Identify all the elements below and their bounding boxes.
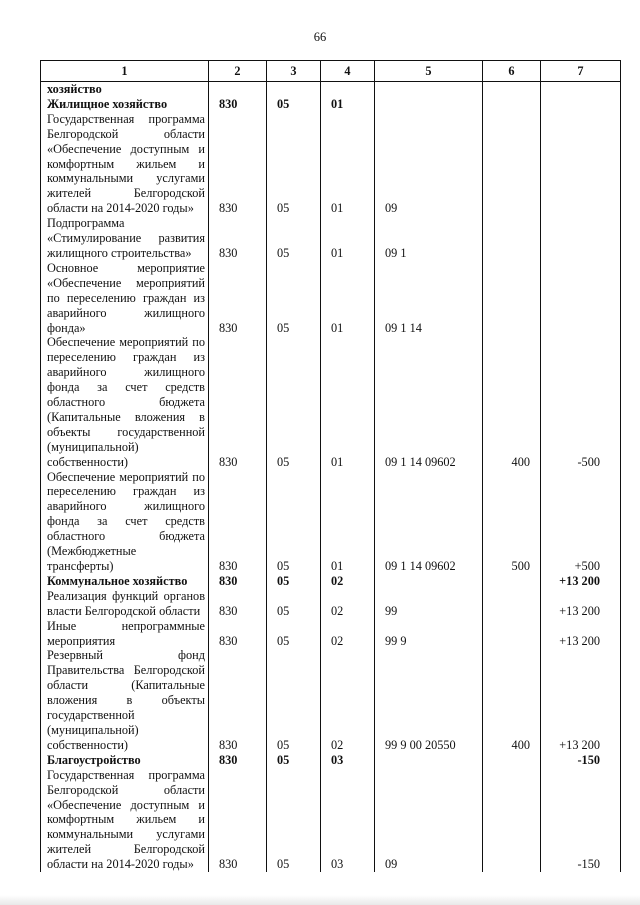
cell-admin-code: 830 [209,216,267,261]
cell-name: Подпрограмма «Стимулирование развития жилищного строительства» [41,216,209,261]
header-col-2: 2 [209,61,267,82]
table-row [41,753,621,768]
cell-section: 05 [267,753,321,768]
cell-section: 05 [267,216,321,261]
cell-target-article: 99 [375,589,483,619]
cell-amount [541,112,621,216]
header-col-4: 4 [321,61,375,82]
header-col-6: 6 [483,61,541,82]
cell-admin-code: 830 [209,112,267,216]
table-row [41,470,621,574]
cell-name: хозяйство [41,82,209,97]
cell-amount [541,97,621,112]
cell-admin-code: 830 [209,753,267,768]
cell-admin-code: 830 [209,470,267,574]
cell-target-article [375,82,483,97]
table-row [41,261,621,336]
cell-name: Государственная программа Белгородской области «Обеспечение доступным и комфортным жильем и коммунальными услугами жителей Белгородской области на 2014-2020 годы» [41,768,209,872]
cell-target-article [375,97,483,112]
cell-section [267,82,321,97]
cell-admin-code: 830 [209,97,267,112]
cell-name: Жилищное хозяйство [41,97,209,112]
cell-amount: -500 [541,335,621,469]
table-row [41,648,621,752]
table-body [41,82,621,873]
cell-section: 05 [267,470,321,574]
cell-name: Коммунальное хозяйство [41,574,209,589]
cell-name: Основное мероприятие «Обеспечение мероприятий по переселению граждан из аварийного жилищного фонда» [41,261,209,336]
table-row [41,589,621,619]
cell-subsection: 02 [321,619,375,649]
cell-section: 05 [267,589,321,619]
cell-target-article [375,574,483,589]
cell-subsection: 01 [321,112,375,216]
cell-expense-type [483,82,541,97]
cell-section: 05 [267,261,321,336]
cell-name: Обеспечение мероприятий по переселению граждан из аварийного жилищного фонда за счет средств областного бюджета (Межбюджетные трансферты) [41,470,209,574]
cell-subsection: 01 [321,335,375,469]
cell-amount: -150 [541,753,621,768]
cell-admin-code [209,82,267,97]
cell-expense-type [483,97,541,112]
budget-table [40,60,621,872]
cell-amount [541,82,621,97]
table-row [41,335,621,469]
cell-expense-type: 400 [483,648,541,752]
header-col-3: 3 [267,61,321,82]
cell-amount [541,261,621,336]
table-row [41,112,621,216]
cell-target-article: 99 9 [375,619,483,649]
cell-name: Обеспечение мероприятий по переселению граждан из аварийного жилищного фонда за счет средств областного бюджета (Капитальные вложения в объекты государственной (муниципальной) собственности) [41,335,209,469]
cell-subsection: 01 [321,261,375,336]
cell-target-article: 09 1 [375,216,483,261]
cell-name: Реализация функций органов власти Белгородской области [41,589,209,619]
cell-expense-type [483,589,541,619]
scan-edge [0,895,640,905]
page-number: 66 [313,30,327,44]
cell-section: 05 [267,97,321,112]
cell-target-article [375,753,483,768]
cell-name: Благоустройство [41,753,209,768]
cell-expense-type [483,753,541,768]
cell-target-article: 09 1 14 09602 [375,470,483,574]
cell-target-article: 09 [375,768,483,872]
cell-target-article: 99 9 00 20550 [375,648,483,752]
cell-expense-type [483,768,541,872]
cell-amount: +13 200 [541,648,621,752]
cell-expense-type: 500 [483,470,541,574]
cell-expense-type [483,216,541,261]
table-row [41,619,621,649]
cell-amount [541,216,621,261]
cell-amount: +13 200 [541,619,621,649]
cell-admin-code: 830 [209,589,267,619]
cell-admin-code: 830 [209,648,267,752]
cell-section: 05 [267,648,321,752]
header-col-1: 1 [41,61,209,82]
cell-subsection: 01 [321,216,375,261]
cell-amount: -150 [541,768,621,872]
header-col-7: 7 [541,61,621,82]
cell-section: 05 [267,574,321,589]
table-row [41,97,621,112]
cell-subsection: 03 [321,753,375,768]
cell-admin-code: 830 [209,574,267,589]
table-header [41,61,621,82]
cell-expense-type [483,112,541,216]
table-row [41,216,621,261]
cell-amount: +13 200 [541,589,621,619]
cell-name: Резервный фонд Правительства Белгородской области (Капитальные вложения в объекты государственной (муниципальной) собственности) [41,648,209,752]
cell-admin-code: 830 [209,768,267,872]
cell-target-article: 09 [375,112,483,216]
cell-subsection: 02 [321,589,375,619]
cell-expense-type [483,574,541,589]
cell-subsection: 02 [321,648,375,752]
cell-amount: +13 200 [541,574,621,589]
cell-admin-code: 830 [209,335,267,469]
cell-expense-type: 400 [483,335,541,469]
cell-amount: +500 [541,470,621,574]
header-col-5: 5 [375,61,483,82]
cell-target-article: 09 1 14 [375,261,483,336]
cell-subsection: 01 [321,97,375,112]
cell-target-article: 09 1 14 09602 [375,335,483,469]
cell-section: 05 [267,335,321,469]
cell-section: 05 [267,768,321,872]
cell-expense-type [483,261,541,336]
table-row [41,574,621,589]
cell-subsection: 03 [321,768,375,872]
cell-admin-code: 830 [209,619,267,649]
cell-expense-type [483,619,541,649]
table-row [41,82,621,97]
cell-subsection: 01 [321,470,375,574]
cell-subsection: 02 [321,574,375,589]
cell-name: Государственная программа Белгородской области «Обеспечение доступным и комфортным жильем и коммунальными услугами жителей Белгородской области на 2014-2020 годы» [41,112,209,216]
cell-admin-code: 830 [209,261,267,336]
cell-section: 05 [267,112,321,216]
cell-section: 05 [267,619,321,649]
cell-subsection [321,82,375,97]
cell-name: Иные непрограммные мероприятия [41,619,209,649]
table-row [41,768,621,872]
